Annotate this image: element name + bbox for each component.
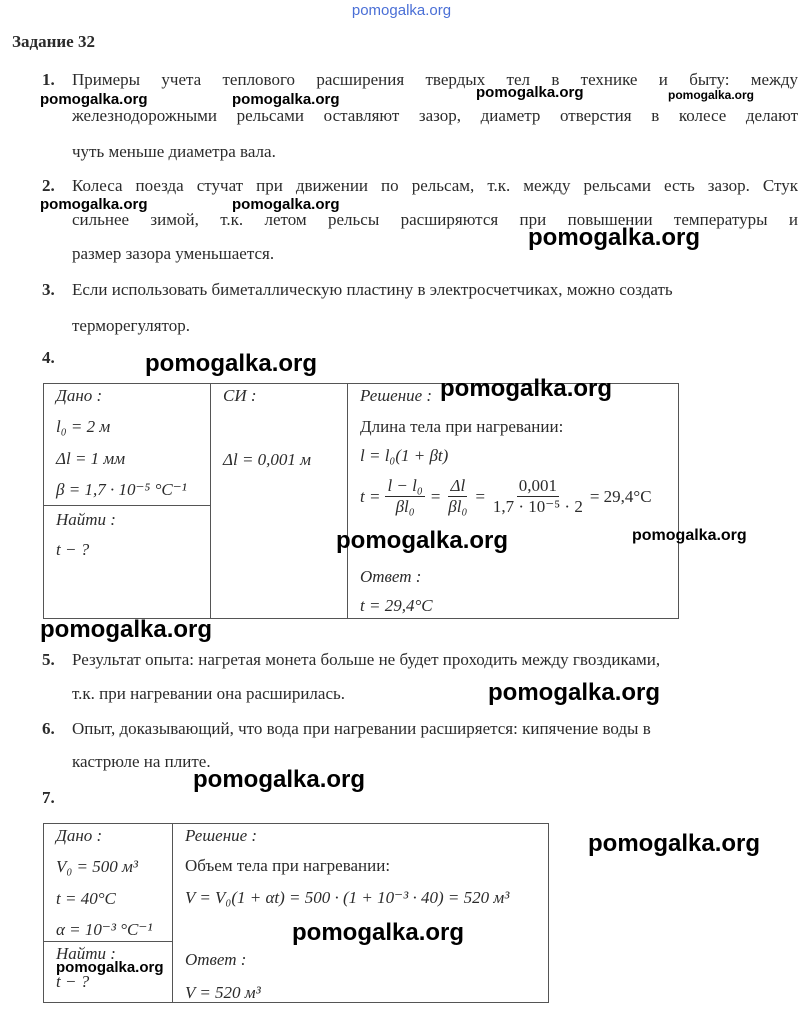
site-header-link[interactable]: pomogalka.org [351, 2, 452, 19]
given-value: l₀ = 2 м [56, 417, 111, 436]
formula-t: t = [360, 486, 381, 506]
item-number: 1. [42, 70, 55, 89]
watermark: pomogalka.org [56, 959, 164, 976]
watermark: pomogalka.org [488, 679, 661, 706]
item-text-line: Опыт, доказывающий, что вода при нагревании расширяется: кипячение воды в [72, 719, 651, 738]
watermark: pomogalka.org [440, 375, 613, 402]
watermark: pomogalka.org [40, 91, 148, 108]
item-number: 2. [42, 176, 55, 195]
answer-value: V = 520 м³ [185, 983, 261, 1002]
fraction-1-numerator: l − l₀ [387, 476, 423, 495]
given-cell [44, 384, 211, 506]
si-label: СИ : [223, 386, 257, 405]
item-text-line: чуть меньше диаметра вала. [72, 142, 276, 161]
item-number: 7. [42, 788, 55, 807]
fraction-3 [491, 476, 585, 517]
given-value: β = 1,7 · 10⁻⁵ °C⁻¹ [56, 480, 187, 499]
fraction-3-numerator: 0,001 [518, 476, 557, 495]
answer-label: Ответ : [185, 950, 247, 969]
item-text-line: размер зазора уменьшается. [72, 244, 275, 263]
given-label: Дано : [56, 826, 103, 845]
given-value: t = 40°C [56, 889, 116, 908]
task-title: Задание 32 [12, 32, 95, 51]
fraction-1-denominator: βl₀ [395, 497, 415, 516]
find-cell [44, 506, 211, 619]
solution-text: Объем тела при нагревании: [185, 856, 391, 875]
fraction-2-denominator: βl₀ [448, 497, 468, 516]
item-number: 6. [42, 719, 55, 738]
watermark: pomogalka.org [476, 84, 584, 101]
solution-label: Решение : [360, 386, 433, 405]
item-text-line: Колеса поезда стучат при движении по рельсам, т.к. между рельсами есть зазор. Стук [72, 176, 798, 195]
fraction-2-numerator: Δl [450, 476, 466, 495]
solution-table-4 [43, 383, 679, 619]
given-cell [44, 824, 173, 942]
watermark: pomogalka.org [528, 224, 701, 251]
fraction-1 [385, 476, 424, 517]
find-label: Найти : [56, 944, 116, 963]
formula-volume: V = V₀(1 + αt) = 500 · (1 + 10⁻³ · 40) = 520 м³ [185, 888, 510, 907]
item-text-line: т.к. при нагревании она расширилась. [72, 684, 346, 703]
watermark: pomogalka.org [145, 350, 318, 377]
solution-table-7 [43, 823, 549, 1003]
watermark: pomogalka.org [40, 616, 213, 643]
item-text-line: Если использовать биметаллическую пластину в электросчетчиках, можно создать [72, 280, 673, 299]
given-label: Дано : [56, 386, 103, 405]
formula-temperature: t = $\frac{\text{l − l₀}}{\text{βl₀}}$ = $\frac{\Delta l}{\text{βl₀}}$ = $\frac{0,001}{\text{1,7 · 10⁻⁵ · 2}}$ = 29,4°C [360, 476, 652, 516]
item-number: 5. [42, 650, 55, 669]
item-number: 3. [42, 280, 55, 299]
solution-cell [348, 384, 679, 619]
find-value: t − ? [56, 972, 90, 991]
item-text-line: кастрюле на плите. [72, 752, 211, 771]
watermark: pomogalka.org [668, 88, 755, 102]
answer-value: t = 29,4°C [360, 596, 433, 615]
solution-label: Решение : [185, 826, 258, 845]
watermark: pomogalka.org [40, 196, 148, 213]
item-text-line: сильнее зимой, т.к. летом рельсы расширяются при повышении температуры и [72, 210, 798, 229]
item-number: 4. [42, 348, 55, 367]
given-value: α = 10⁻³ °C⁻¹ [56, 920, 153, 939]
si-cell [211, 384, 348, 619]
formula-length: l = l₀(1 + βt) [360, 446, 449, 465]
watermark: pomogalka.org [232, 91, 340, 108]
item-text-line: железнодорожными рельсами оставляют зазор, диаметр отверстия в колесе делают [72, 106, 798, 125]
watermark: pomogalka.org [632, 527, 747, 544]
watermark: pomogalka.org [336, 527, 509, 554]
find-label: Найти : [56, 510, 116, 529]
formula-result: = 29,4°C [589, 486, 652, 506]
given-value: Δl = 1 мм [56, 449, 126, 468]
watermark: pomogalka.org [588, 830, 761, 857]
solution-text: Длина тела при нагревании: [360, 417, 564, 436]
si-value: Δl = 0,001 м [223, 450, 312, 469]
find-value: t − ? [56, 540, 90, 559]
fraction-2 [446, 476, 469, 517]
watermark: pomogalka.org [193, 766, 366, 793]
watermark: pomogalka.org [292, 919, 465, 946]
item-text-line: Результат опыта: нагретая монета больше не будет проходить между гвоздиками, [72, 650, 661, 669]
item-text-line: терморегулятор. [72, 316, 191, 335]
item-text-line: Примеры учета теплового расширения твердых тел в технике и быту: между [72, 70, 798, 89]
fraction-3-denominator: 1,7 · 10⁻⁵ · 2 [492, 497, 583, 516]
given-value: V₀ = 500 м³ [56, 857, 138, 876]
solution-cell [173, 824, 549, 1003]
watermark: pomogalka.org [232, 196, 340, 213]
answer-label: Ответ : [360, 567, 422, 586]
